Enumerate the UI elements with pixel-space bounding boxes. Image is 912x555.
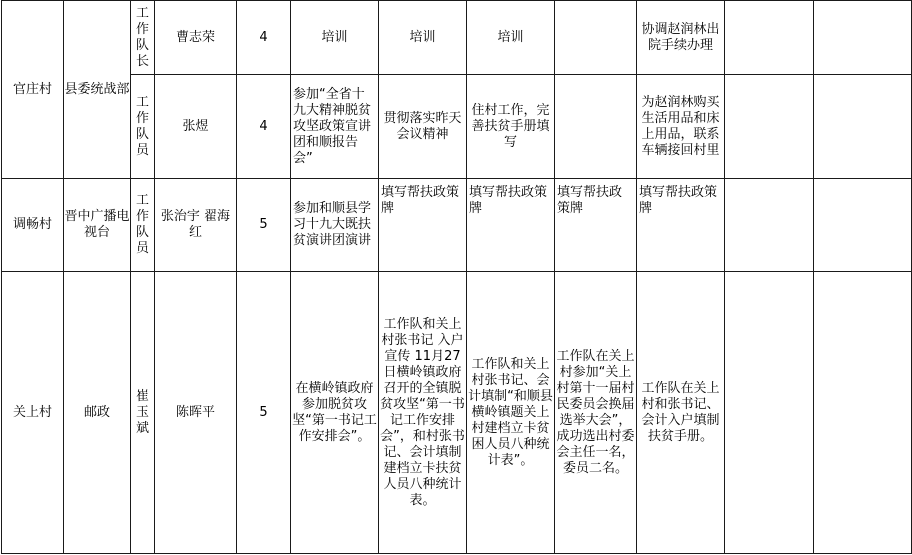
day-cell: 为赵润林购买生活用品和床上用品，联系车辆接回村里	[637, 75, 725, 179]
day-cell: 参加和顺县学习十九大既扶贫演讲团演讲	[291, 179, 379, 272]
count-cell: 4	[237, 75, 291, 179]
day-cell: 工作队和关上村张书记 入户宣传 11月27日横岭镇政府召开的全镇脱贫攻坚“第一书记工作安排会”，和村张书记、会计填制建档立卡扶贫人员八种统计表。	[379, 272, 467, 554]
work-log-table	[1, 0, 912, 554]
name-cell: 陈晖平	[155, 272, 237, 554]
day-cell: 培训	[379, 1, 467, 75]
count-cell: 5	[237, 179, 291, 272]
role-cell: 工作队长	[131, 1, 155, 75]
day-cell: 填写帮扶政策牌	[637, 179, 725, 272]
day-cell: 工作队在关上村参加“关上村第十一届村民委员会换届选举大会”，成功选出村委会主任一名，委员二名。	[555, 272, 637, 554]
day-cell	[725, 75, 814, 179]
village-cell: 关上村	[2, 272, 64, 554]
day-cell	[725, 272, 814, 554]
table-row	[2, 75, 912, 179]
day-cell	[814, 179, 912, 272]
day-cell: 工作队和关上村张书记、会计填制“和顺县横岭镇题关上村建档立卡贫困人员八种统计表”。	[467, 272, 555, 554]
day-cell	[814, 272, 912, 554]
table-row	[2, 1, 912, 75]
day-cell	[555, 1, 637, 75]
name-cell: 张治宇 翟海红	[155, 179, 237, 272]
table-row	[2, 272, 912, 554]
day-cell: 工作队在关上村和张书记、会计入户填制扶贫手册。	[637, 272, 725, 554]
unit-cell: 邮政	[64, 272, 131, 554]
unit-cell: 晋中广播电视台	[64, 179, 131, 272]
day-cell: 培训	[467, 1, 555, 75]
table-row	[2, 179, 912, 272]
day-cell	[725, 1, 814, 75]
unit-cell: 县委统战部	[64, 1, 131, 179]
day-cell: 贯彻落实昨天会议精神	[379, 75, 467, 179]
village-cell: 调畅村	[2, 179, 64, 272]
name-cell: 曹志荣	[155, 1, 237, 75]
day-cell: 在横岭镇政府参加脱贫攻坚“第一书记工作安排会”。	[291, 272, 379, 554]
day-cell	[725, 179, 814, 272]
role-cell: 工作队员	[131, 75, 155, 179]
day-cell	[814, 1, 912, 75]
village-cell: 官庄村	[2, 1, 64, 179]
day-cell: 参加“全省十九大精神脱贫攻坚政策宣讲团和顺报告会”	[291, 75, 379, 179]
role-cell: 工作队员	[131, 179, 155, 272]
day-cell: 填写帮扶政策牌	[555, 179, 637, 272]
day-cell: 培训	[291, 1, 379, 75]
role-cell: 崔玉斌	[131, 272, 155, 554]
count-cell: 4	[237, 1, 291, 75]
day-cell	[555, 75, 637, 179]
day-cell: 填写帮扶政策牌	[379, 179, 467, 272]
count-cell: 5	[237, 272, 291, 554]
name-cell: 张煜	[155, 75, 237, 179]
day-cell	[814, 75, 912, 179]
day-cell: 协调赵润林出院手续办理	[637, 1, 725, 75]
day-cell: 住村工作，完善扶贫手册填写	[467, 75, 555, 179]
day-cell: 填写帮扶政策牌	[467, 179, 555, 272]
